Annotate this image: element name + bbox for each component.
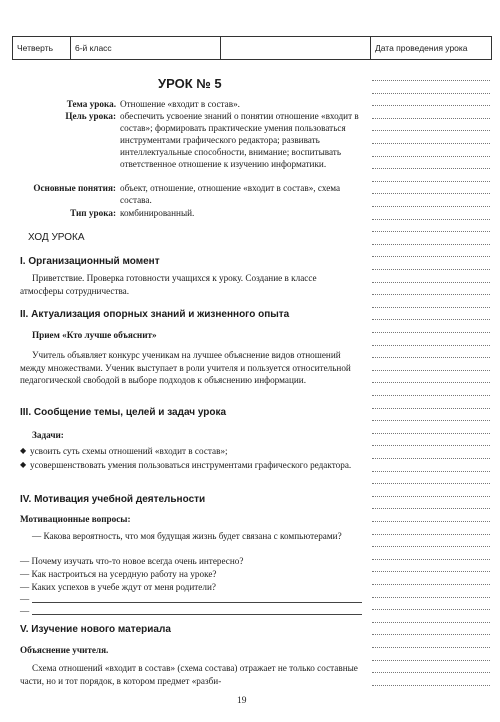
question-item: — Какова вероятность, что моя будущая жизнь будет связана с компьютерами? — [32, 531, 342, 541]
section-4-sub: Мотивационные вопросы: — [20, 514, 131, 524]
question-item: — Как настроиться на усердную работу на уроке? — [20, 569, 217, 579]
diamond-bullet-icon: ◆ — [20, 460, 27, 469]
note-line — [372, 332, 490, 333]
note-line — [372, 370, 490, 371]
topic-value: Отношение «входит в состав». — [120, 99, 240, 109]
page-number: 19 — [237, 696, 247, 706]
question-item: — Почему изучать что-то новое всегда очень интересно? — [20, 556, 244, 566]
note-line — [372, 118, 490, 119]
note-line — [372, 584, 490, 585]
blank-dash: — — [20, 594, 30, 604]
diamond-bullet-icon: ◆ — [20, 446, 27, 455]
type-label: Тип урока: — [70, 208, 116, 218]
section-5-sub: Объяснение учителя. — [20, 645, 109, 655]
note-line — [372, 395, 490, 396]
note-line — [372, 521, 490, 522]
note-line — [372, 508, 490, 509]
note-line — [372, 143, 490, 144]
task-text: усовершенствовать умения пользоваться инструментами графического редактора. — [30, 460, 352, 470]
lesson-title: УРОК № 5 — [158, 76, 222, 91]
note-line — [372, 307, 490, 308]
date-cell: Дата проведения урока — [375, 43, 468, 53]
type-value: комбинированный. — [120, 208, 195, 218]
note-line — [372, 219, 490, 220]
note-line — [372, 609, 490, 610]
note-line — [372, 156, 490, 157]
note-line — [372, 181, 490, 182]
note-line — [372, 80, 490, 81]
note-line — [372, 458, 490, 459]
answer-underline — [32, 614, 362, 615]
note-line — [372, 319, 490, 320]
note-line — [372, 433, 490, 434]
note-line — [372, 382, 490, 383]
note-line — [372, 105, 490, 106]
note-line — [372, 168, 490, 169]
note-line — [372, 634, 490, 635]
topic-label: Тема урока. — [66, 99, 116, 109]
goal-label: Цель урока: — [65, 111, 116, 121]
note-line — [372, 408, 490, 409]
concepts-label: Основные понятия: — [33, 183, 116, 193]
note-line — [372, 672, 490, 673]
blank-dash: — — [20, 606, 30, 616]
note-line — [372, 546, 490, 547]
task-text: усвоить суть схемы отношений «входит в состав»; — [30, 446, 228, 456]
note-line — [372, 282, 490, 283]
header-table — [12, 36, 492, 60]
section-1-title: I. Организационный момент — [20, 256, 160, 267]
note-line — [372, 420, 490, 421]
section-1-text: Приветствие. Проверка готовности учащихся к уроку. Создание в классе атмосферы сотрудничества. — [20, 273, 317, 296]
note-line — [372, 93, 490, 94]
note-line — [372, 294, 490, 295]
grade-cell: 6-й класс — [71, 37, 221, 59]
note-line — [372, 647, 490, 648]
section-2-title: II. Актуализация опорных знаний и жизненного опыта — [20, 309, 290, 320]
note-line — [372, 193, 490, 194]
blank-answer-line — [20, 594, 362, 606]
section-2-sub: Прием «Кто лучше объяснит» — [32, 330, 157, 340]
note-line — [372, 597, 490, 598]
note-line — [372, 244, 490, 245]
course-heading: ХОД УРОКА — [28, 232, 85, 243]
goal-value: обеспечить усвоение знаний о понятии отношение «входит в состав»; формировать практические умения пользоваться инструментами графического редактора; развивать интеллектуальные способности, внимание; воспитывать ответственное отношение к изучению информатики. — [120, 111, 359, 169]
section-5-text: Схема отношений «входит в состав» (схема состава) отражает не только составные части, но и тот порядок, в котором предмет «разби- — [20, 663, 358, 686]
section-4-title: IV. Мотивация учебной деятельности — [20, 494, 206, 505]
question-item: — Каких успехов в учебе ждут от меня родители? — [20, 582, 216, 592]
note-line — [372, 622, 490, 623]
section-3-title: III. Сообщение темы, целей и задач урока — [20, 407, 227, 418]
answer-underline — [32, 602, 362, 603]
note-line — [372, 571, 490, 572]
note-line — [372, 357, 490, 358]
section-2-text: Учитель объявляет конкурс ученикам на лучшее объяснение видов отношений между множествами. Ученик выступает в роли учителя и пользуется относительной педагогической свободой в выборе подходов к объяснению информации. — [20, 350, 351, 386]
note-line — [372, 269, 490, 270]
section-5-title: V. Изучение нового материала — [20, 624, 171, 635]
note-line — [372, 130, 490, 131]
note-line — [372, 685, 490, 686]
note-line — [372, 534, 490, 535]
concepts-value: объект, отношение, отношение «входит в состав», схема состава. — [120, 183, 341, 205]
note-line — [372, 256, 490, 257]
note-line — [372, 496, 490, 497]
note-line — [372, 483, 490, 484]
note-line — [372, 206, 490, 207]
note-line — [372, 559, 490, 560]
empty-cell — [221, 37, 371, 59]
note-line — [372, 445, 490, 446]
note-line — [372, 471, 490, 472]
quarter-cell: Четверть — [13, 37, 71, 59]
note-line — [372, 231, 490, 232]
blank-answer-line — [20, 606, 362, 618]
section-3-sub: Задачи: — [32, 430, 64, 440]
note-line — [372, 345, 490, 346]
note-line — [372, 660, 490, 661]
